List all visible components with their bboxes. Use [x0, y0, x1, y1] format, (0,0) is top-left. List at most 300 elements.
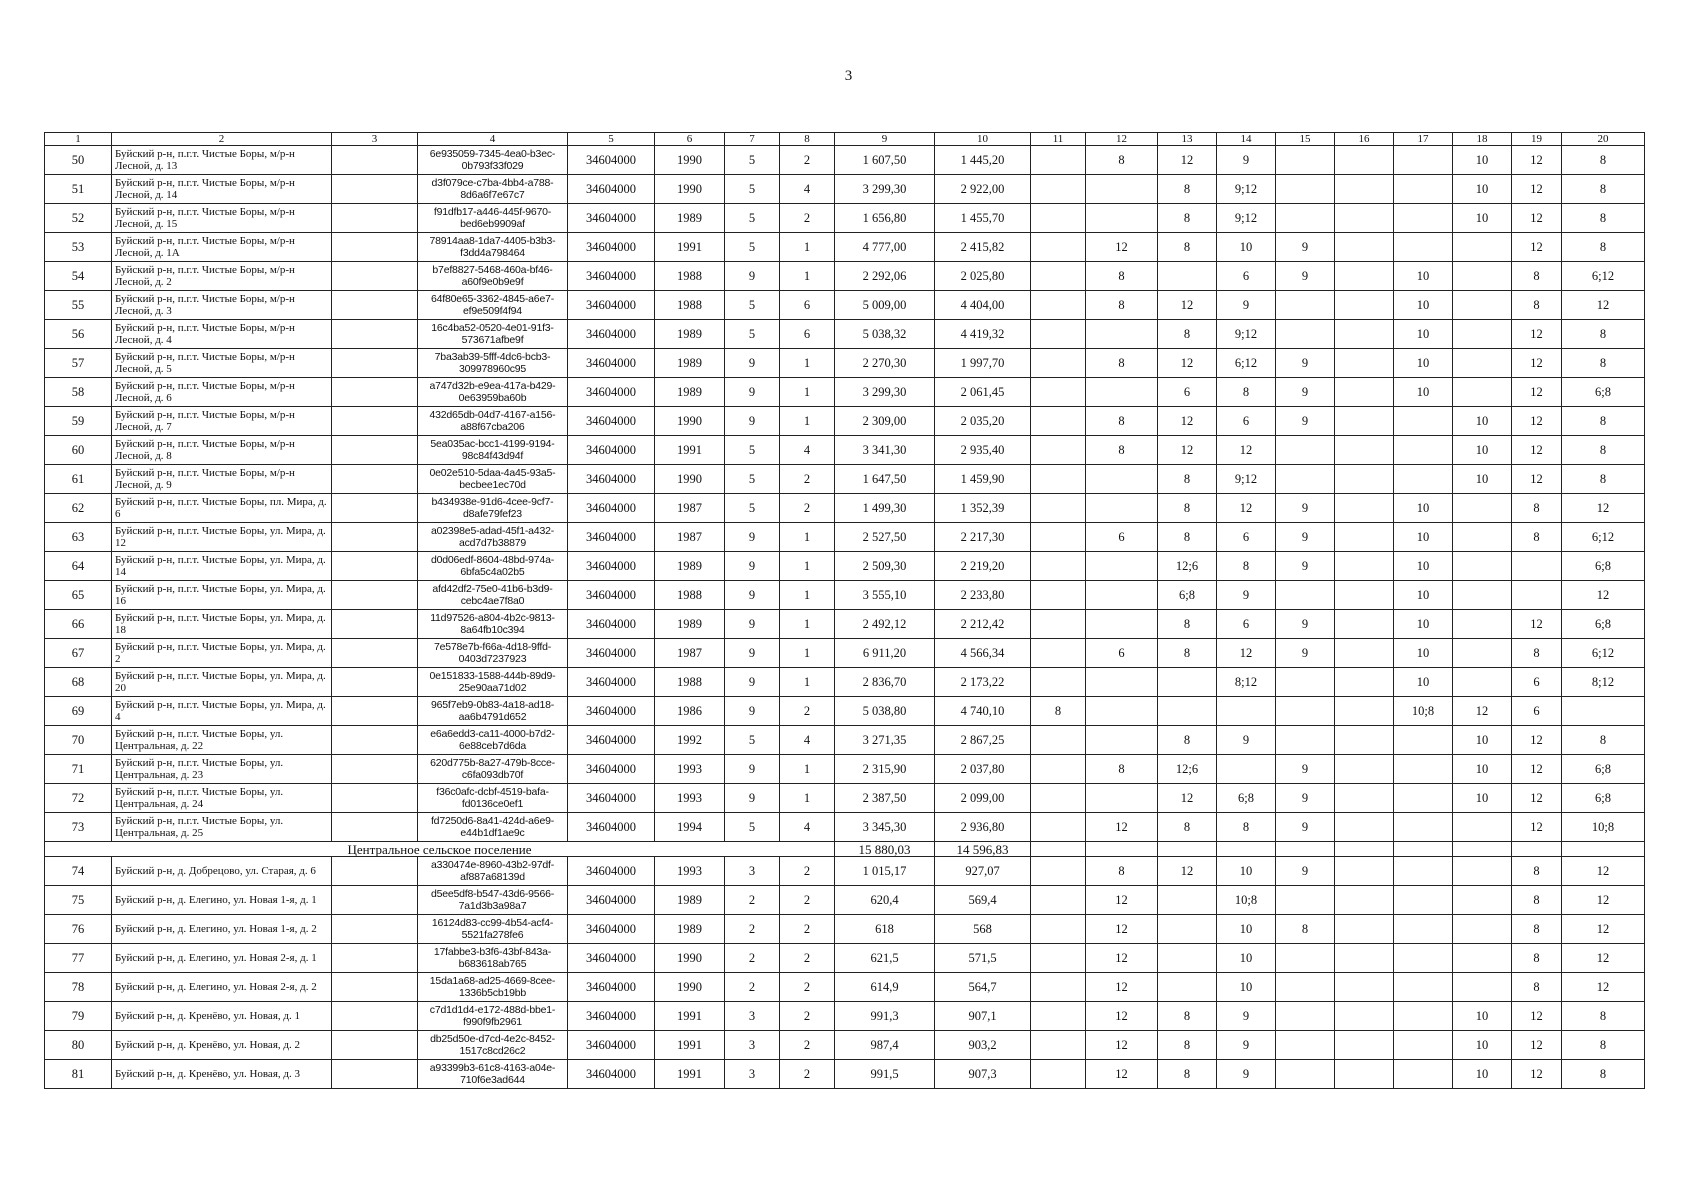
cell-c19: 8: [1512, 523, 1562, 552]
cell-c20: 8: [1562, 175, 1645, 204]
cell-fias-code: 78914aa8-1da7-4405-b3b3-f3dd4a798464: [418, 233, 568, 262]
cell-c17: 10: [1394, 349, 1453, 378]
cell-total-area: 1 656,80: [835, 204, 935, 233]
cell-living-area: 571,5: [935, 944, 1031, 973]
cell-total-area: 3 345,30: [835, 813, 935, 842]
cell-c15: 9: [1276, 233, 1335, 262]
cell-c12: [1086, 378, 1158, 407]
cell-c14: 6: [1217, 407, 1276, 436]
cell-c17: [1394, 915, 1453, 944]
cell-c16: [1335, 610, 1394, 639]
cell-c19: 8: [1512, 915, 1562, 944]
cell-c20: 12: [1562, 857, 1645, 886]
cell-c11: [1031, 233, 1086, 262]
cell-c16: [1335, 697, 1394, 726]
column-number-5: 5: [568, 133, 655, 146]
cell-entrances: 4: [780, 813, 835, 842]
cell-total-area: 5 009,00: [835, 291, 935, 320]
cell-c20: 6;8: [1562, 610, 1645, 639]
cell-living-area: 2 867,25: [935, 726, 1031, 755]
cell-fias-code: f36c0afc-dcbf-4519-bafa-fd0136ce0ef1: [418, 784, 568, 813]
cell-total-area: 2 387,50: [835, 784, 935, 813]
cell-oktmo-code: 34604000: [568, 175, 655, 204]
cell-c15: [1276, 1002, 1335, 1031]
table-row: [45, 378, 1645, 407]
cell-c20: 8: [1562, 1060, 1645, 1089]
cell-address: Буйский р-н, п.г.т. Чистые Боры, м/р-н Лесной, д. 15: [112, 204, 332, 233]
cell-c20: 8: [1562, 726, 1645, 755]
cell-c14: 10: [1217, 233, 1276, 262]
cell-floors: 9: [725, 668, 780, 697]
cell-c16: [1335, 436, 1394, 465]
cell-row-number: 55: [45, 291, 112, 320]
cell-c12: 12: [1086, 813, 1158, 842]
cell-c13: [1158, 668, 1217, 697]
cell-c11: [1031, 436, 1086, 465]
cell-row-number: 77: [45, 944, 112, 973]
cell-c13: 8: [1158, 494, 1217, 523]
cell-floors: 9: [725, 523, 780, 552]
cell-c20: 8;12: [1562, 668, 1645, 697]
cell-oktmo-code: 34604000: [568, 320, 655, 349]
cell-c15: 9: [1276, 813, 1335, 842]
cell-c18: [1453, 857, 1512, 886]
cell-c19: 8: [1512, 291, 1562, 320]
table-row: [45, 262, 1645, 291]
cell-floors: 9: [725, 697, 780, 726]
cell-address: Буйский р-н, д. Елегино, ул. Новая 1-я, д. 2: [112, 915, 332, 944]
cell-c17: [1394, 973, 1453, 1002]
cell-c18: 10: [1453, 1060, 1512, 1089]
cell-oktmo-code: 34604000: [568, 886, 655, 915]
cell-year-built: 1988: [655, 581, 725, 610]
cell-row-number: 71: [45, 755, 112, 784]
cell-c14: 9: [1217, 1060, 1276, 1089]
cell-c14: 9: [1217, 291, 1276, 320]
cell-c14: 12: [1217, 436, 1276, 465]
cell-fias-code: 7ba3ab39-5fff-4dc6-bcb3-309978960c95: [418, 349, 568, 378]
cell-c13: 6;8: [1158, 581, 1217, 610]
cell-col3: [332, 813, 418, 842]
cell-c15: [1276, 973, 1335, 1002]
table-row: [45, 291, 1645, 320]
cell-col3: [332, 175, 418, 204]
cell-c19: 12: [1512, 378, 1562, 407]
cell-floors: 5: [725, 726, 780, 755]
cell-c11: [1031, 407, 1086, 436]
table-row: [45, 886, 1645, 915]
cell-living-area: 2 935,40: [935, 436, 1031, 465]
section-total-area: 15 880,03: [835, 842, 935, 857]
table-row: [45, 436, 1645, 465]
cell-col3: [332, 523, 418, 552]
cell-c16: [1335, 915, 1394, 944]
cell-oktmo-code: 34604000: [568, 1060, 655, 1089]
cell-living-area: 903,2: [935, 1031, 1031, 1060]
cell-c14: 10: [1217, 857, 1276, 886]
cell-year-built: 1993: [655, 755, 725, 784]
cell-floors: 2: [725, 973, 780, 1002]
cell-year-built: 1988: [655, 262, 725, 291]
cell-c13: [1158, 697, 1217, 726]
cell-living-area: 568: [935, 915, 1031, 944]
cell-row-number: 79: [45, 1002, 112, 1031]
cell-c19: 12: [1512, 610, 1562, 639]
cell-oktmo-code: 34604000: [568, 494, 655, 523]
cell-c18: 10: [1453, 726, 1512, 755]
cell-fias-code: a02398e5-adad-45f1-a432-acd7d7b38879: [418, 523, 568, 552]
cell-c12: 8: [1086, 291, 1158, 320]
cell-floors: 9: [725, 784, 780, 813]
table-row: [45, 697, 1645, 726]
cell-entrances: 4: [780, 436, 835, 465]
cell-c12: 12: [1086, 1031, 1158, 1060]
cell-c13: 8: [1158, 233, 1217, 262]
cell-col3: [332, 552, 418, 581]
section-empty-cell: [1453, 842, 1512, 857]
table-row: [45, 944, 1645, 973]
cell-c12: 12: [1086, 233, 1158, 262]
column-number-20: 20: [1562, 133, 1645, 146]
cell-c18: 10: [1453, 1002, 1512, 1031]
cell-c19: 12: [1512, 755, 1562, 784]
cell-floors: 5: [725, 291, 780, 320]
cell-c14: 9;12: [1217, 175, 1276, 204]
cell-c17: [1394, 813, 1453, 842]
cell-living-area: 2 173,22: [935, 668, 1031, 697]
cell-total-area: 618: [835, 915, 935, 944]
cell-c11: [1031, 320, 1086, 349]
cell-fias-code: c7d1d1d4-e172-488d-bbe1-f990f9fb2961: [418, 1002, 568, 1031]
cell-oktmo-code: 34604000: [568, 291, 655, 320]
cell-c13: 12: [1158, 407, 1217, 436]
cell-address: Буйский р-н, д. Елегино, ул. Новая 1-я, д. 1: [112, 886, 332, 915]
cell-c13: 8: [1158, 639, 1217, 668]
cell-c12: 12: [1086, 1060, 1158, 1089]
cell-c15: [1276, 465, 1335, 494]
cell-total-area: 620,4: [835, 886, 935, 915]
cell-entrances: 1: [780, 378, 835, 407]
cell-c13: [1158, 944, 1217, 973]
cell-c12: [1086, 581, 1158, 610]
cell-c15: 9: [1276, 349, 1335, 378]
cell-c20: 6;8: [1562, 755, 1645, 784]
cell-entrances: 2: [780, 465, 835, 494]
cell-c11: [1031, 886, 1086, 915]
cell-fias-code: b7ef8827-5468-460a-bf46-a60f9e0b9e9f: [418, 262, 568, 291]
cell-living-area: 2 025,80: [935, 262, 1031, 291]
cell-c11: [1031, 784, 1086, 813]
column-number-11: 11: [1031, 133, 1086, 146]
cell-year-built: 1987: [655, 639, 725, 668]
cell-c14: 8: [1217, 813, 1276, 842]
cell-fias-code: 16124d83-cc99-4b54-acf4-5521fa278fe6: [418, 915, 568, 944]
column-number-14: 14: [1217, 133, 1276, 146]
cell-c18: [1453, 944, 1512, 973]
cell-c18: [1453, 581, 1512, 610]
cell-fias-code: 5ea035ac-bcc1-4199-9194-98c84f43d94f: [418, 436, 568, 465]
cell-col3: [332, 378, 418, 407]
cell-c18: [1453, 886, 1512, 915]
cell-c14: 10: [1217, 915, 1276, 944]
cell-living-area: 2 415,82: [935, 233, 1031, 262]
column-number-7: 7: [725, 133, 780, 146]
table-row: [45, 581, 1645, 610]
cell-c20: 8: [1562, 465, 1645, 494]
cell-total-area: 987,4: [835, 1031, 935, 1060]
cell-row-number: 67: [45, 639, 112, 668]
cell-c11: [1031, 581, 1086, 610]
cell-c19: 12: [1512, 813, 1562, 842]
cell-c17: 10: [1394, 581, 1453, 610]
cell-living-area: 2 233,80: [935, 581, 1031, 610]
cell-c13: 8: [1158, 1031, 1217, 1060]
section-row: [45, 842, 1645, 857]
cell-entrances: 2: [780, 886, 835, 915]
cell-row-number: 59: [45, 407, 112, 436]
cell-c18: 10: [1453, 436, 1512, 465]
table-row: [45, 494, 1645, 523]
cell-oktmo-code: 34604000: [568, 349, 655, 378]
cell-address: Буйский р-н, п.г.т. Чистые Боры, ул. Центральная, д. 22: [112, 726, 332, 755]
cell-c17: [1394, 146, 1453, 175]
cell-living-area: 564,7: [935, 973, 1031, 1002]
cell-fias-code: 620d775b-8a27-479b-8cce-c6fa093db70f: [418, 755, 568, 784]
cell-year-built: 1989: [655, 915, 725, 944]
column-number-19: 19: [1512, 133, 1562, 146]
cell-col3: [332, 755, 418, 784]
cell-c20: 8: [1562, 146, 1645, 175]
cell-entrances: 2: [780, 1002, 835, 1031]
cell-year-built: 1989: [655, 610, 725, 639]
cell-row-number: 75: [45, 886, 112, 915]
cell-floors: 2: [725, 944, 780, 973]
cell-year-built: 1988: [655, 291, 725, 320]
cell-c19: 8: [1512, 494, 1562, 523]
cell-c17: [1394, 233, 1453, 262]
cell-floors: 9: [725, 378, 780, 407]
cell-row-number: 70: [45, 726, 112, 755]
cell-total-area: 621,5: [835, 944, 935, 973]
cell-c12: 8: [1086, 262, 1158, 291]
cell-c20: 12: [1562, 915, 1645, 944]
cell-c20: 8: [1562, 349, 1645, 378]
table-row: [45, 552, 1645, 581]
cell-c17: 10: [1394, 523, 1453, 552]
cell-col3: [332, 668, 418, 697]
cell-fias-code: 11d97526-a804-4b2c-9813-8a64fb10c394: [418, 610, 568, 639]
cell-oktmo-code: 34604000: [568, 204, 655, 233]
cell-c12: [1086, 784, 1158, 813]
cell-c15: [1276, 291, 1335, 320]
cell-living-area: 1 997,70: [935, 349, 1031, 378]
cell-c13: 8: [1158, 610, 1217, 639]
cell-total-area: 2 292,06: [835, 262, 935, 291]
cell-oktmo-code: 34604000: [568, 436, 655, 465]
cell-c14: 8: [1217, 378, 1276, 407]
cell-floors: 9: [725, 610, 780, 639]
cell-address: Буйский р-н, п.г.т. Чистые Боры, м/р-н Лесной, д. 9: [112, 465, 332, 494]
cell-living-area: 1 352,39: [935, 494, 1031, 523]
cell-c17: 10: [1394, 494, 1453, 523]
cell-c19: 8: [1512, 944, 1562, 973]
cell-c15: [1276, 581, 1335, 610]
cell-c18: [1453, 610, 1512, 639]
cell-col3: [332, 320, 418, 349]
cell-address: Буйский р-н, д. Елегино, ул. Новая 2-я, д. 1: [112, 944, 332, 973]
cell-c16: [1335, 813, 1394, 842]
cell-fias-code: a93399b3-61c8-4163-a04e-710f6e3ad644: [418, 1060, 568, 1089]
cell-address: Буйский р-н, д. Кренёво, ул. Новая, д. 1: [112, 1002, 332, 1031]
cell-oktmo-code: 34604000: [568, 233, 655, 262]
cell-oktmo-code: 34604000: [568, 262, 655, 291]
cell-c12: [1086, 494, 1158, 523]
cell-living-area: 2 219,20: [935, 552, 1031, 581]
cell-living-area: 907,3: [935, 1060, 1031, 1089]
cell-c16: [1335, 378, 1394, 407]
cell-c11: [1031, 175, 1086, 204]
cell-c16: [1335, 1002, 1394, 1031]
cell-living-area: 1 459,90: [935, 465, 1031, 494]
cell-col3: [332, 465, 418, 494]
cell-c18: 10: [1453, 755, 1512, 784]
cell-floors: 9: [725, 755, 780, 784]
cell-year-built: 1991: [655, 1060, 725, 1089]
column-number-10: 10: [935, 133, 1031, 146]
cell-c15: [1276, 146, 1335, 175]
cell-fias-code: 0e02e510-5daa-4a45-93a5-becbee1ec70d: [418, 465, 568, 494]
section-title: Центральное сельское поселение: [45, 842, 835, 857]
cell-c12: 6: [1086, 639, 1158, 668]
cell-entrances: 2: [780, 697, 835, 726]
cell-col3: [332, 581, 418, 610]
cell-floors: 5: [725, 146, 780, 175]
cell-c12: 8: [1086, 349, 1158, 378]
cell-year-built: 1989: [655, 552, 725, 581]
cell-living-area: 927,07: [935, 857, 1031, 886]
cell-c15: 9: [1276, 639, 1335, 668]
cell-floors: 9: [725, 349, 780, 378]
cell-c20: 6;12: [1562, 262, 1645, 291]
cell-entrances: 4: [780, 726, 835, 755]
cell-address: Буйский р-н, п.г.т. Чистые Боры, ул. Мира, д. 4: [112, 697, 332, 726]
cell-c11: [1031, 755, 1086, 784]
cell-address: Буйский р-н, п.г.т. Чистые Боры, пл. Мира, д. 6: [112, 494, 332, 523]
cell-c15: [1276, 1031, 1335, 1060]
cell-c15: 9: [1276, 755, 1335, 784]
cell-year-built: 1986: [655, 697, 725, 726]
cell-address: Буйский р-н, д. Елегино, ул. Новая 2-я, д. 2: [112, 973, 332, 1002]
cell-col3: [332, 973, 418, 1002]
cell-col3: [332, 697, 418, 726]
cell-entrances: 4: [780, 175, 835, 204]
cell-address: Буйский р-н, п.г.т. Чистые Боры, м/р-н Лесной, д. 2: [112, 262, 332, 291]
cell-row-number: 50: [45, 146, 112, 175]
cell-c18: [1453, 291, 1512, 320]
cell-c16: [1335, 784, 1394, 813]
housing-table: [44, 132, 1645, 1089]
cell-year-built: 1989: [655, 320, 725, 349]
cell-col3: [332, 262, 418, 291]
cell-year-built: 1989: [655, 886, 725, 915]
cell-col3: [332, 291, 418, 320]
cell-c17: [1394, 784, 1453, 813]
cell-c13: 12;6: [1158, 755, 1217, 784]
cell-year-built: 1991: [655, 233, 725, 262]
cell-c13: 8: [1158, 465, 1217, 494]
cell-c18: [1453, 552, 1512, 581]
cell-oktmo-code: 34604000: [568, 552, 655, 581]
section-empty-cell: [1562, 842, 1645, 857]
cell-entrances: 2: [780, 1060, 835, 1089]
section-empty-cell: [1276, 842, 1335, 857]
cell-c19: 12: [1512, 465, 1562, 494]
cell-oktmo-code: 34604000: [568, 813, 655, 842]
cell-total-area: 4 777,00: [835, 233, 935, 262]
cell-c20: 8: [1562, 204, 1645, 233]
cell-total-area: 1 015,17: [835, 857, 935, 886]
cell-entrances: 1: [780, 610, 835, 639]
cell-year-built: 1989: [655, 204, 725, 233]
cell-c19: 12: [1512, 1031, 1562, 1060]
cell-c17: [1394, 944, 1453, 973]
cell-c19: 8: [1512, 262, 1562, 291]
cell-c15: [1276, 1060, 1335, 1089]
cell-year-built: 1991: [655, 1002, 725, 1031]
cell-c15: 9: [1276, 378, 1335, 407]
cell-c11: [1031, 378, 1086, 407]
cell-c19: 12: [1512, 726, 1562, 755]
housing-table-wrapper: [44, 132, 1644, 1089]
cell-col3: [332, 1031, 418, 1060]
cell-address: Буйский р-н, п.г.т. Чистые Боры, м/р-н Лесной, д. 14: [112, 175, 332, 204]
cell-c18: 10: [1453, 465, 1512, 494]
cell-c17: [1394, 1031, 1453, 1060]
table-row: [45, 610, 1645, 639]
cell-address: Буйский р-н, п.г.т. Чистые Боры, м/р-н Лесной, д. 3: [112, 291, 332, 320]
cell-c19: 8: [1512, 639, 1562, 668]
table-row: [45, 1002, 1645, 1031]
cell-entrances: 2: [780, 1031, 835, 1060]
cell-c16: [1335, 262, 1394, 291]
cell-c18: 10: [1453, 175, 1512, 204]
cell-c13: [1158, 973, 1217, 1002]
cell-c19: 8: [1512, 973, 1562, 1002]
cell-living-area: 2 922,00: [935, 175, 1031, 204]
section-empty-cell: [1335, 842, 1394, 857]
cell-c11: [1031, 291, 1086, 320]
cell-year-built: 1990: [655, 175, 725, 204]
cell-c20: 6;12: [1562, 523, 1645, 552]
cell-c11: [1031, 813, 1086, 842]
cell-address: Буйский р-н, п.г.т. Чистые Боры, ул. Мира, д. 2: [112, 639, 332, 668]
cell-fias-code: d0d06edf-8604-48bd-974a-6bfa5c4a02b5: [418, 552, 568, 581]
cell-total-area: 991,3: [835, 1002, 935, 1031]
column-number-3: 3: [332, 133, 418, 146]
cell-c20: 6;8: [1562, 784, 1645, 813]
cell-floors: 9: [725, 581, 780, 610]
cell-c15: 9: [1276, 784, 1335, 813]
cell-total-area: 2 527,50: [835, 523, 935, 552]
cell-address: Буйский р-н, п.г.т. Чистые Боры, м/р-н Лесной, д. 8: [112, 436, 332, 465]
cell-c12: 12: [1086, 915, 1158, 944]
cell-total-area: 1 499,30: [835, 494, 935, 523]
cell-c17: 10: [1394, 320, 1453, 349]
cell-c18: [1453, 320, 1512, 349]
cell-c12: 12: [1086, 1002, 1158, 1031]
cell-c12: 12: [1086, 973, 1158, 1002]
cell-c15: 8: [1276, 915, 1335, 944]
